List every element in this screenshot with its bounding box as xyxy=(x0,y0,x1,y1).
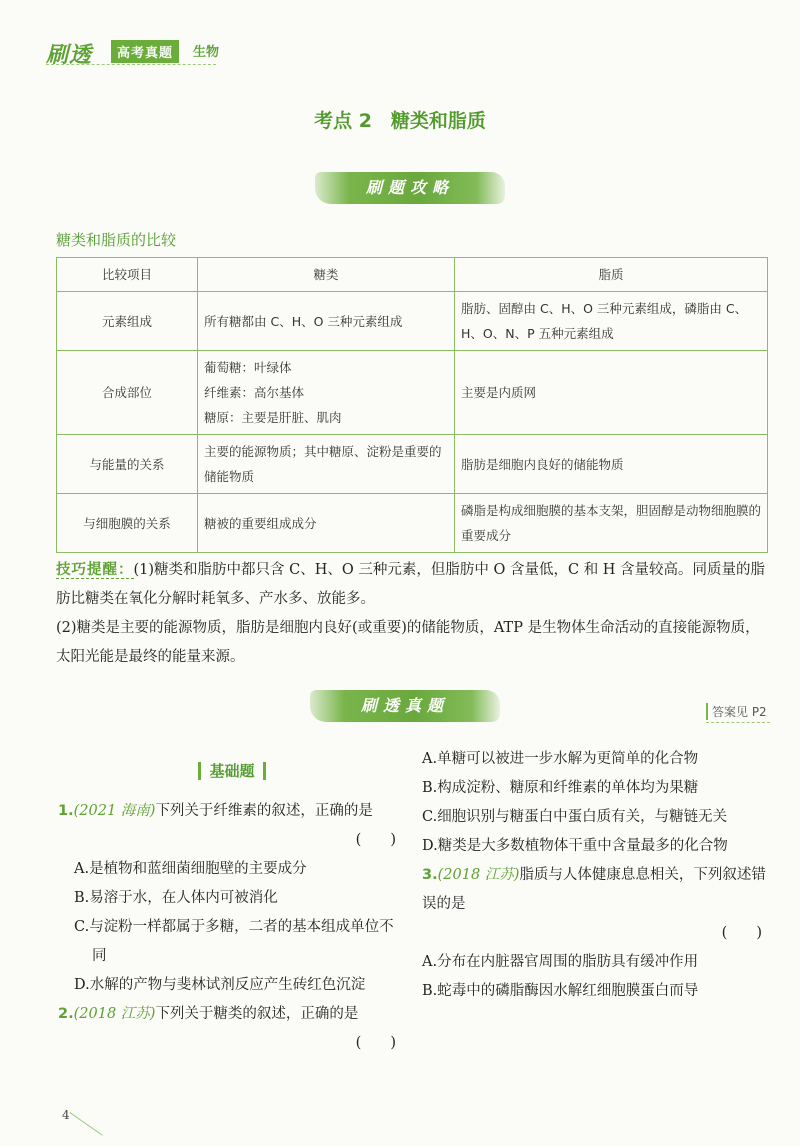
table-row xyxy=(57,494,768,553)
question-source: (2021 海南) xyxy=(73,803,156,819)
option-a xyxy=(422,745,772,774)
option-text: 单糖可以被进一步水解为更简单的化合物 xyxy=(437,751,699,767)
table-header-row xyxy=(57,258,768,292)
strategy-banner: 刷题攻略 xyxy=(315,172,505,204)
question-source: (2018 江苏) xyxy=(437,867,520,883)
question-number: 3. xyxy=(422,867,438,883)
answer-reference: 答案见 P2 xyxy=(706,703,767,720)
question-3 xyxy=(422,861,772,1006)
question-number: 2. xyxy=(58,1006,74,1022)
option-letter: B. xyxy=(422,780,438,796)
table-header-lipid: 脂质 xyxy=(455,258,768,292)
row-item: 合成部位 xyxy=(57,351,198,435)
left-column xyxy=(58,745,406,1058)
table-header-sugar: 糖类 xyxy=(198,258,455,292)
option-d xyxy=(422,832,772,861)
question-1 xyxy=(58,797,406,1000)
page-corner-line xyxy=(69,1112,102,1136)
option-d xyxy=(58,971,406,1000)
option-letter: D. xyxy=(422,838,438,854)
option-letter: A. xyxy=(422,751,438,767)
option-text: 构成淀粉、糖原和纤维素的单体均为果糖 xyxy=(437,780,699,796)
section-heading: 糖类和脂质的比较 xyxy=(56,231,177,249)
option-a xyxy=(58,855,406,884)
option-c xyxy=(422,803,772,832)
header-divider xyxy=(46,64,216,65)
option-b xyxy=(422,977,772,1006)
basic-heading-label: 基础题 xyxy=(198,762,265,780)
sugar-line: 葡萄糖：叶绿体 xyxy=(204,360,292,375)
sugar-line: 纤维素：高尔基体 xyxy=(204,385,305,400)
tips-label: 技巧提醒： xyxy=(56,561,134,578)
option-letter: A. xyxy=(74,861,90,877)
option-letter: C. xyxy=(74,919,90,935)
tips-text-1: (1)糖类和脂肪中都只含 C、H、O 三种元素，但脂肪中 O 含量低，C 和 H 含量较高。同质量的脂肪比糖类在氧化分解时耗氧多、产水多、放能多。 xyxy=(56,562,766,607)
option-text: 是植物和蓝细菌细胞壁的主要成分 xyxy=(89,861,307,877)
option-text: 与淀粉一样都属于多糖，二者的基本组成单位不同 xyxy=(89,919,394,964)
lipid-cell: 脂肪、固醇由 C、H、O 三种元素组成，磷脂由 C、H、O、N、P 五种元素组成 xyxy=(455,292,768,351)
sugar-cell: 主要的能源物质；其中糖原、淀粉是重要的储能物质 xyxy=(198,435,455,494)
option-a xyxy=(422,948,772,977)
comparison-table xyxy=(56,257,768,553)
table-row xyxy=(57,351,768,435)
tips-paragraph-1 xyxy=(56,555,770,614)
subject-label: 生物 xyxy=(193,45,220,60)
lipid-cell: 磷脂是构成细胞膜的基本支架，胆固醇是动物细胞膜的重要成分 xyxy=(455,494,768,553)
page-title: 考点 2 糖类和脂质 xyxy=(314,110,486,132)
question-stem: 下列关于纤维素的叙述，正确的是 xyxy=(155,803,373,819)
answer-bracket: ( ) xyxy=(355,1035,396,1051)
real-questions-banner: 刷透真题 xyxy=(310,690,500,722)
sugar-cell: 所有糖都由 C、H、O 三种元素组成 xyxy=(198,292,455,351)
row-item: 元素组成 xyxy=(57,292,198,351)
option-text: 水解的产物与斐林试剂反应产生砖红色沉淀 xyxy=(89,977,366,993)
row-item: 与细胞膜的关系 xyxy=(57,494,198,553)
table-row xyxy=(57,292,768,351)
question-number: 1. xyxy=(58,803,74,819)
answer-bracket: ( ) xyxy=(721,925,762,941)
tips-paragraph-2: (2)糖类是主要的能源物质，脂肪是细胞内良好(或重要)的储能物质，ATP 是生物体生命活动的直接能源物质，太阳光能是最终的能量来源。 xyxy=(56,620,760,665)
question-source: (2018 江苏) xyxy=(73,1006,156,1022)
option-letter: B. xyxy=(422,983,438,999)
option-text: 易溶于水，在人体内可被消化 xyxy=(89,890,278,906)
table-row xyxy=(57,435,768,494)
option-letter: D. xyxy=(74,977,90,993)
basic-heading xyxy=(58,757,406,787)
option-text: 分布在内脏器官周围的脂肪具有缓冲作用 xyxy=(437,954,699,970)
option-letter: B. xyxy=(74,890,90,906)
series-badge: 高考真题 xyxy=(111,40,179,63)
lipid-cell: 主要是内质网 xyxy=(455,351,768,435)
row-item: 与能量的关系 xyxy=(57,435,198,494)
tips-block xyxy=(56,555,770,672)
page-number: 4 xyxy=(62,1108,70,1122)
sugar-cell: 糖被的重要组成成分 xyxy=(198,494,455,553)
option-b xyxy=(58,884,406,913)
option-text: 糖类是大多数植物体干重中含量最多的化合物 xyxy=(437,838,728,854)
option-letter: A. xyxy=(422,954,438,970)
lipid-cell: 脂肪是细胞内良好的储能物质 xyxy=(455,435,768,494)
option-b xyxy=(422,774,772,803)
question-stem: 下列关于糖类的叙述，正确的是 xyxy=(155,1006,359,1022)
right-column xyxy=(422,745,772,1006)
option-text: 细胞识别与糖蛋白中蛋白质有关，与糖链无关 xyxy=(437,809,728,825)
option-letter: C. xyxy=(422,809,438,825)
sugar-cell xyxy=(198,351,455,435)
table-header-item: 比较项目 xyxy=(57,258,198,292)
question-stem: 脂质与人体健康息息相关，下列叙述错误的是 xyxy=(422,867,766,912)
series-logo: 刷透 xyxy=(46,42,93,68)
answer-divider xyxy=(706,722,770,723)
question-2 xyxy=(58,1000,406,1058)
answer-bracket: ( ) xyxy=(355,832,396,848)
sugar-line: 糖原：主要是肝脏、肌肉 xyxy=(204,410,342,425)
option-c xyxy=(58,913,406,971)
option-text: 蛇毒中的磷脂酶因水解红细胞膜蛋白而导 xyxy=(437,983,699,999)
